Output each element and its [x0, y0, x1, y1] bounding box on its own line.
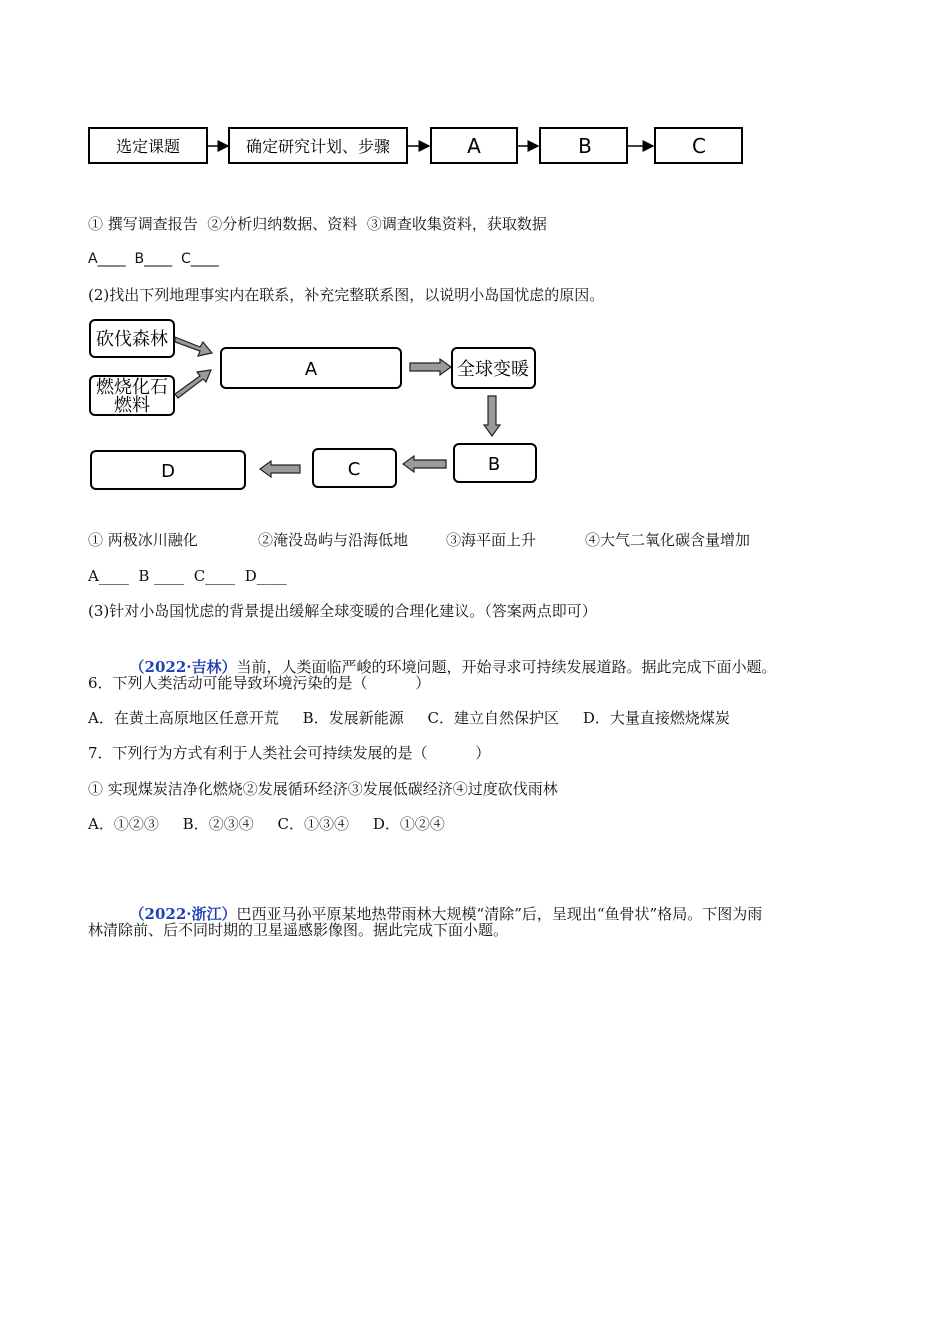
q2-option-2: ②淹没岛屿与沿海低地: [258, 531, 409, 549]
flow2-global-warming-label: 全球变暖: [457, 359, 529, 380]
flow1-box-plan-label: 确定研究计划、步骤: [245, 137, 391, 156]
flow2-arrow-warming-to-b: [484, 396, 500, 436]
q2-option-3: ③海平面上升: [446, 531, 537, 549]
q7-options: A．①②③ B．②③④ C．①③④ D．①②④: [88, 815, 445, 833]
flow2-arrow-deforestation-to-a: [175, 337, 212, 356]
flow2-arrow-fossil-to-a: [175, 370, 211, 398]
flow2-box-d-label: D: [161, 461, 175, 482]
flow2-deforestation-label: 砍伐森林: [96, 329, 168, 350]
q1-options: ① 撰写调查报告 ②分析归纳数据、资料 ③调查收集资料，获取数据: [88, 215, 547, 233]
q2-prompt: (2)找出下列地理事实内在联系，补充完整联系图，以说明小岛国忧虑的原因。: [88, 286, 605, 304]
q2-option-4: ④大气二氧化碳含量增加: [585, 531, 751, 549]
jilin-source: （2022·吉林）: [129, 658, 237, 676]
q7-statements: ① 实现煤炭洁净化燃烧②发展循环经济③发展低碳经济④过度砍伐雨林: [88, 780, 558, 798]
flow1-box-c-label: C: [692, 134, 706, 158]
research-flowchart: [0, 0, 950, 200]
flow2-fossil-label-1: 燃烧化石: [96, 377, 168, 398]
zhejiang-text-1: 巴西亚马孙平原某地热带雨林大规模“清除”后，呈现出“鱼骨状”格局。下图为雨: [236, 905, 763, 923]
flow1-box-a-label: A: [467, 134, 481, 158]
q1-blanks: A____ B____ C____: [88, 251, 219, 267]
flow2-arrow-c-to-d: [260, 461, 300, 477]
flow2-box-a-label: A: [304, 359, 318, 380]
causal-flowchart: [0, 310, 950, 500]
jilin-intro: [120, 637, 777, 677]
q2-blanks: A____ B ____ C____ D____: [88, 567, 287, 585]
flow2-box-b-label: B: [487, 454, 501, 475]
flow2-fossil-label-2: 燃料: [114, 395, 150, 416]
jilin-text: 当前，人类面临严峻的环境问题，开始寻求可持续发展道路。据此完成下面小题。: [236, 658, 777, 676]
q2-option-1: ① 两极冰川融化: [88, 531, 198, 549]
zhejiang-source: （2022·浙江）: [129, 905, 237, 923]
q7-stem: 7．下列行为方式有利于人类社会可持续发展的是（ ）: [88, 744, 491, 762]
flow2-arrow-a-to-warming: [410, 359, 451, 375]
q6-stem: 6．下列人类活动可能导致环境污染的是（ ）: [88, 674, 431, 692]
zhejiang-intro-line1: [120, 884, 762, 924]
q3-prompt: (3)针对小岛国忧虑的背景提出缓解全球变暖的合理化建议。（答案两点即可）: [88, 602, 597, 620]
flow2-arrow-b-to-c: [403, 456, 446, 472]
q6-options: A．在黄土高原地区任意开荒 B．发展新能源 C．建立自然保护区 D．大量直接燃烧煤炭: [88, 709, 730, 727]
zhejiang-intro-line2: 林清除前、后不同时期的卫星遥感影像图。据此完成下面小题。: [88, 921, 509, 939]
flow2-box-c-label: C: [347, 459, 361, 480]
flow1-box-b-label: B: [578, 134, 592, 158]
flow1-box-topic-label: 选定课题: [115, 137, 181, 156]
